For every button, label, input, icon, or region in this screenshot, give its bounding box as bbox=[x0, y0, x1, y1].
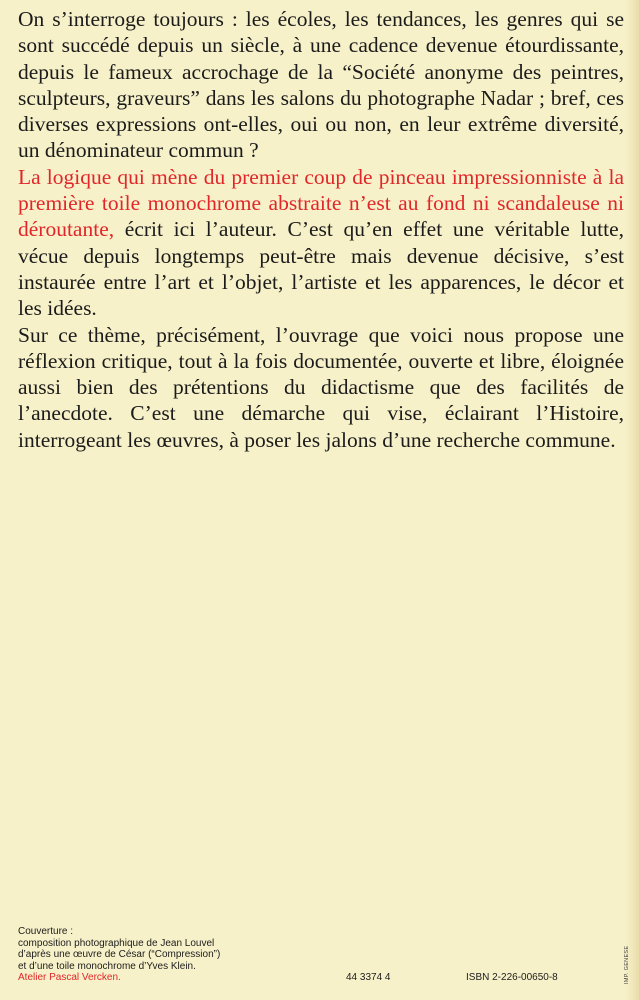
printer-mark: IMP. GENESE bbox=[624, 945, 630, 984]
cover-credits bbox=[18, 926, 220, 984]
page-edge-shadow bbox=[625, 0, 639, 1000]
blurb-paragraph-3: Sur ce thème, précisément, l’ouvrage que voici nous propose une réflexion critique, tout à la fois documentée, ouverte et libre, éloignée aussi bien des prétentions du didactisme que des facilités de l’anecdote. C’est une démarche qui vise, éclairant l’Histoire, interrogeant les œuvres, à poser les jalons d’une recherche commune. bbox=[18, 322, 624, 452]
credits-heading: Couverture : bbox=[18, 926, 74, 937]
blurb-paragraph-2 bbox=[18, 164, 624, 322]
credits-line-2: d’après une œuvre de César (“Compression”) bbox=[18, 949, 221, 961]
credits-line-1: composition photographique de Jean Louvel bbox=[18, 937, 215, 949]
catalog-number: 44 3374 4 bbox=[346, 972, 391, 983]
credits-studio: Atelier Pascal Vercken. bbox=[18, 972, 121, 984]
blurb-text bbox=[18, 6, 624, 453]
highlighted-quote: La logique qui mène du premier coup de pinceau impressionniste à la première toile monochrome abstraite n’est au fond ni scandaleuse ni déroutante, bbox=[18, 164, 624, 242]
isbn-number: ISBN 2-226-00650-8 bbox=[466, 972, 558, 983]
credits-line-3: et d’une toile monochrome d’Yves Klein. bbox=[18, 960, 196, 972]
blurb-paragraph-1: On s’interroge toujours : les écoles, les tendances, les genres qui se sont succédé depuis un siècle, à une cadence devenue étourdissante, depuis le fameux accrochage de la “Société anonyme des peintres, sculpteurs, graveurs” dans les salons du photographe Nadar ; bref, ces diverses expressions ont-elles, oui ou non, en leur extrême diversité, un dénominateur commun ? bbox=[18, 7, 624, 163]
blurb-paragraph-2-rest: écrit ici l’auteur. C’est qu’en effet une véritable lutte, vécue depuis longtemps peut-être mais devenue décisive, s’est instaurée entre l’art et l’objet, l’artiste et les apparences, le décor et les idées. bbox=[18, 217, 624, 321]
